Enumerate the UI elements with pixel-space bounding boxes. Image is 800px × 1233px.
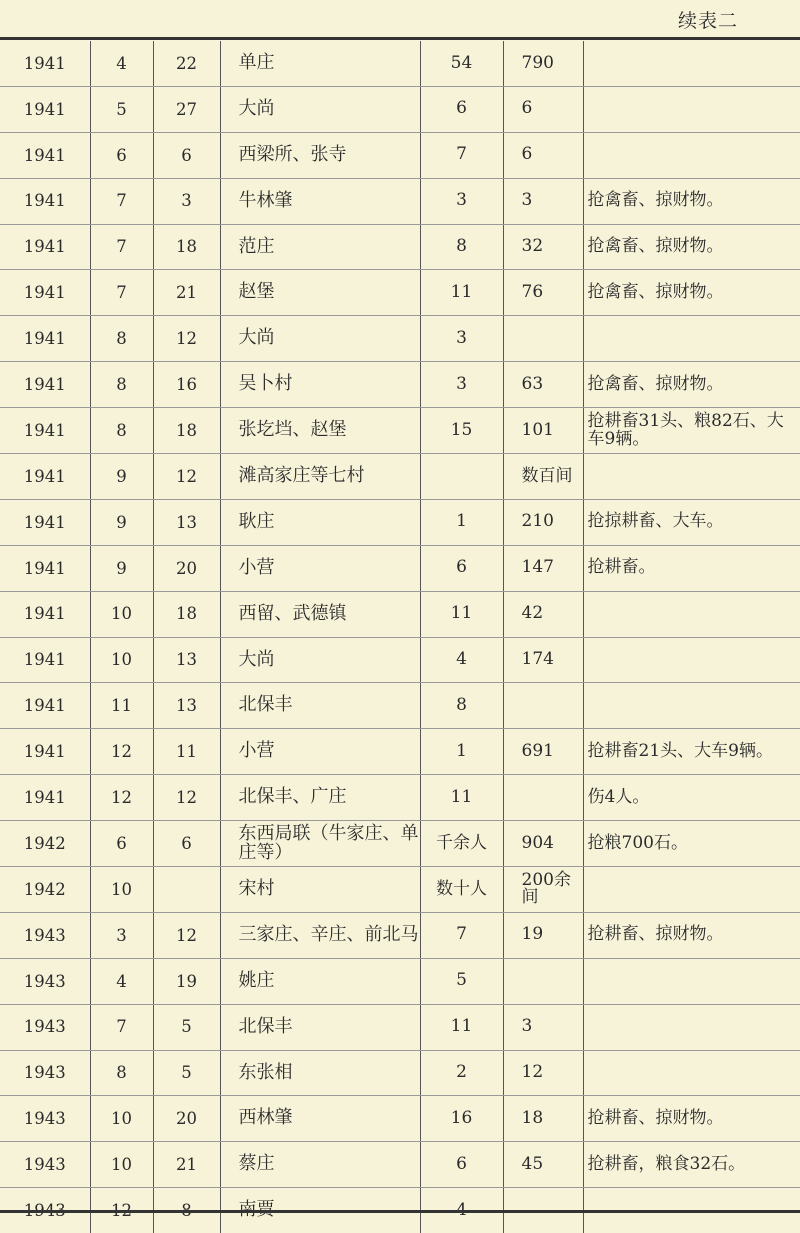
place-cell: 小营 bbox=[220, 729, 420, 775]
count-b-cell: 3 bbox=[503, 1004, 583, 1050]
place-cell: 大尚 bbox=[220, 316, 420, 362]
day-cell: 8 bbox=[153, 1188, 220, 1233]
year-cell: 1941 bbox=[0, 41, 90, 86]
table-row bbox=[0, 821, 800, 867]
note-cell: 抢掠耕畜、大车。 bbox=[583, 499, 800, 545]
place-cell: 赵堡 bbox=[220, 270, 420, 316]
day-cell bbox=[153, 867, 220, 913]
table-body bbox=[0, 41, 800, 1233]
year-cell: 1941 bbox=[0, 454, 90, 500]
year-cell: 1941 bbox=[0, 499, 90, 545]
count-b-cell: 147 bbox=[503, 545, 583, 591]
table-row bbox=[0, 362, 800, 408]
count-b-cell: 6 bbox=[503, 86, 583, 132]
count-b-cell: 101 bbox=[503, 408, 583, 454]
count-b-cell: 45 bbox=[503, 1142, 583, 1188]
note-cell bbox=[583, 683, 800, 729]
count-a-cell: 54 bbox=[420, 41, 503, 86]
note-cell bbox=[583, 1004, 800, 1050]
count-a-cell: 7 bbox=[420, 132, 503, 178]
count-b-cell: 42 bbox=[503, 591, 583, 637]
table-row bbox=[0, 683, 800, 729]
note-cell: 抢禽畜、掠财物。 bbox=[583, 178, 800, 224]
note-cell: 抢耕畜、掠财物。 bbox=[583, 1096, 800, 1142]
month-cell: 6 bbox=[90, 821, 153, 867]
note-cell: 抢耕畜21头、大车9辆。 bbox=[583, 729, 800, 775]
table-row bbox=[0, 1096, 800, 1142]
day-cell: 13 bbox=[153, 499, 220, 545]
table-row bbox=[0, 132, 800, 178]
day-cell: 11 bbox=[153, 729, 220, 775]
day-cell: 6 bbox=[153, 132, 220, 178]
count-a-cell: 数十人 bbox=[420, 867, 503, 913]
count-a-cell: 6 bbox=[420, 545, 503, 591]
month-cell: 3 bbox=[90, 912, 153, 958]
count-b-cell bbox=[503, 683, 583, 729]
note-cell: 抢耕畜。 bbox=[583, 545, 800, 591]
day-cell: 5 bbox=[153, 1050, 220, 1096]
count-b-cell: 19 bbox=[503, 912, 583, 958]
note-cell bbox=[583, 637, 800, 683]
place-cell: 北保丰 bbox=[220, 683, 420, 729]
count-b-cell: 691 bbox=[503, 729, 583, 775]
day-cell: 19 bbox=[153, 958, 220, 1004]
year-cell: 1942 bbox=[0, 821, 90, 867]
place-cell: 姚庄 bbox=[220, 958, 420, 1004]
top-rule bbox=[0, 37, 800, 40]
year-cell: 1943 bbox=[0, 1050, 90, 1096]
day-cell: 18 bbox=[153, 224, 220, 270]
count-b-cell: 63 bbox=[503, 362, 583, 408]
place-cell: 西留、武德镇 bbox=[220, 591, 420, 637]
month-cell: 8 bbox=[90, 362, 153, 408]
note-cell bbox=[583, 1050, 800, 1096]
count-a-cell: 5 bbox=[420, 958, 503, 1004]
count-b-cell: 200余间 bbox=[503, 867, 583, 913]
count-a-cell: 7 bbox=[420, 912, 503, 958]
table-row bbox=[0, 270, 800, 316]
month-cell: 7 bbox=[90, 224, 153, 270]
month-cell: 12 bbox=[90, 1188, 153, 1233]
year-cell: 1941 bbox=[0, 86, 90, 132]
year-cell: 1941 bbox=[0, 270, 90, 316]
note-cell: 抢禽畜、掠财物。 bbox=[583, 224, 800, 270]
count-a-cell: 11 bbox=[420, 591, 503, 637]
note-cell bbox=[583, 591, 800, 637]
day-cell: 22 bbox=[153, 41, 220, 86]
count-b-cell: 18 bbox=[503, 1096, 583, 1142]
table-row bbox=[0, 729, 800, 775]
year-cell: 1943 bbox=[0, 912, 90, 958]
year-cell: 1941 bbox=[0, 637, 90, 683]
year-cell: 1941 bbox=[0, 178, 90, 224]
month-cell: 7 bbox=[90, 178, 153, 224]
note-cell: 伤4人。 bbox=[583, 775, 800, 821]
month-cell: 11 bbox=[90, 683, 153, 729]
count-a-cell: 11 bbox=[420, 270, 503, 316]
year-cell: 1943 bbox=[0, 958, 90, 1004]
count-a-cell: 3 bbox=[420, 178, 503, 224]
records-table bbox=[0, 41, 800, 1233]
note-cell: 抢禽畜、掠财物。 bbox=[583, 362, 800, 408]
day-cell: 12 bbox=[153, 454, 220, 500]
table-row bbox=[0, 224, 800, 270]
place-cell: 南贾 bbox=[220, 1188, 420, 1233]
note-cell: 抢耕畜，粮食32石。 bbox=[583, 1142, 800, 1188]
month-cell: 4 bbox=[90, 41, 153, 86]
table-row bbox=[0, 775, 800, 821]
place-cell: 张圪垱、赵堡 bbox=[220, 408, 420, 454]
note-cell bbox=[583, 86, 800, 132]
table-caption: 续表二 bbox=[677, 10, 738, 32]
count-b-cell bbox=[503, 958, 583, 1004]
year-cell: 1941 bbox=[0, 545, 90, 591]
place-cell: 大尚 bbox=[220, 86, 420, 132]
year-cell: 1941 bbox=[0, 775, 90, 821]
table-row bbox=[0, 958, 800, 1004]
table-row bbox=[0, 867, 800, 913]
note-cell: 抢禽畜、掠财物。 bbox=[583, 270, 800, 316]
day-cell: 21 bbox=[153, 1142, 220, 1188]
month-cell: 10 bbox=[90, 1142, 153, 1188]
place-cell: 宋村 bbox=[220, 867, 420, 913]
count-a-cell: 11 bbox=[420, 775, 503, 821]
table-row bbox=[0, 1142, 800, 1188]
place-cell: 范庄 bbox=[220, 224, 420, 270]
bottom-rule bbox=[0, 1210, 800, 1213]
table-row bbox=[0, 178, 800, 224]
place-cell: 牛林肇 bbox=[220, 178, 420, 224]
note-cell bbox=[583, 132, 800, 178]
day-cell: 16 bbox=[153, 362, 220, 408]
count-b-cell bbox=[503, 316, 583, 362]
year-cell: 1941 bbox=[0, 132, 90, 178]
table-row bbox=[0, 1004, 800, 1050]
place-cell: 耿庄 bbox=[220, 499, 420, 545]
year-cell: 1941 bbox=[0, 683, 90, 729]
month-cell: 8 bbox=[90, 408, 153, 454]
day-cell: 6 bbox=[153, 821, 220, 867]
year-cell: 1941 bbox=[0, 408, 90, 454]
month-cell: 10 bbox=[90, 637, 153, 683]
year-cell: 1941 bbox=[0, 362, 90, 408]
year-cell: 1941 bbox=[0, 591, 90, 637]
count-b-cell: 12 bbox=[503, 1050, 583, 1096]
month-cell: 10 bbox=[90, 591, 153, 637]
table-row bbox=[0, 912, 800, 958]
count-b-cell: 数百间 bbox=[503, 454, 583, 500]
table-row bbox=[0, 41, 800, 86]
table-row bbox=[0, 637, 800, 683]
count-a-cell: 16 bbox=[420, 1096, 503, 1142]
day-cell: 3 bbox=[153, 178, 220, 224]
day-cell: 18 bbox=[153, 408, 220, 454]
day-cell: 27 bbox=[153, 86, 220, 132]
month-cell: 6 bbox=[90, 132, 153, 178]
day-cell: 13 bbox=[153, 637, 220, 683]
table-row bbox=[0, 86, 800, 132]
count-a-cell: 1 bbox=[420, 499, 503, 545]
count-b-cell: 904 bbox=[503, 821, 583, 867]
count-a-cell: 4 bbox=[420, 1188, 503, 1233]
year-cell: 1943 bbox=[0, 1142, 90, 1188]
count-b-cell: 210 bbox=[503, 499, 583, 545]
day-cell: 12 bbox=[153, 316, 220, 362]
count-a-cell: 8 bbox=[420, 683, 503, 729]
note-cell bbox=[583, 958, 800, 1004]
year-cell: 1941 bbox=[0, 224, 90, 270]
month-cell: 12 bbox=[90, 775, 153, 821]
count-a-cell: 11 bbox=[420, 1004, 503, 1050]
month-cell: 5 bbox=[90, 86, 153, 132]
month-cell: 8 bbox=[90, 1050, 153, 1096]
month-cell: 10 bbox=[90, 867, 153, 913]
place-cell: 三家庄、辛庄、前北马 bbox=[220, 912, 420, 958]
count-a-cell: 8 bbox=[420, 224, 503, 270]
year-cell: 1943 bbox=[0, 1004, 90, 1050]
month-cell: 12 bbox=[90, 729, 153, 775]
count-b-cell: 6 bbox=[503, 132, 583, 178]
year-cell: 1941 bbox=[0, 316, 90, 362]
day-cell: 18 bbox=[153, 591, 220, 637]
day-cell: 5 bbox=[153, 1004, 220, 1050]
place-cell: 东张相 bbox=[220, 1050, 420, 1096]
count-a-cell: 15 bbox=[420, 408, 503, 454]
month-cell: 4 bbox=[90, 958, 153, 1004]
table-row bbox=[0, 316, 800, 362]
day-cell: 12 bbox=[153, 912, 220, 958]
count-a-cell: 3 bbox=[420, 316, 503, 362]
note-cell: 抢耕畜、掠财物。 bbox=[583, 912, 800, 958]
count-b-cell: 174 bbox=[503, 637, 583, 683]
note-cell: 抢耕畜31头、粮82石、大车9辆。 bbox=[583, 408, 800, 454]
day-cell: 20 bbox=[153, 1096, 220, 1142]
month-cell: 7 bbox=[90, 1004, 153, 1050]
count-a-cell: 6 bbox=[420, 1142, 503, 1188]
note-cell bbox=[583, 316, 800, 362]
count-a-cell: 千余人 bbox=[420, 821, 503, 867]
year-cell: 1941 bbox=[0, 729, 90, 775]
table-row bbox=[0, 408, 800, 454]
month-cell: 9 bbox=[90, 545, 153, 591]
note-cell bbox=[583, 454, 800, 500]
day-cell: 20 bbox=[153, 545, 220, 591]
table-row bbox=[0, 591, 800, 637]
year-cell: 1943 bbox=[0, 1096, 90, 1142]
count-a-cell: 1 bbox=[420, 729, 503, 775]
note-cell bbox=[583, 41, 800, 86]
place-cell: 东西局联（牛家庄、单庄等） bbox=[220, 821, 420, 867]
place-cell: 单庄 bbox=[220, 41, 420, 86]
day-cell: 13 bbox=[153, 683, 220, 729]
day-cell: 12 bbox=[153, 775, 220, 821]
place-cell: 北保丰、广庄 bbox=[220, 775, 420, 821]
count-b-cell: 3 bbox=[503, 178, 583, 224]
note-cell: 抢粮700石。 bbox=[583, 821, 800, 867]
count-a-cell bbox=[420, 454, 503, 500]
count-a-cell: 3 bbox=[420, 362, 503, 408]
place-cell: 北保丰 bbox=[220, 1004, 420, 1050]
day-cell: 21 bbox=[153, 270, 220, 316]
table-row bbox=[0, 499, 800, 545]
count-a-cell: 4 bbox=[420, 637, 503, 683]
place-cell: 西梁所、张寺 bbox=[220, 132, 420, 178]
year-cell: 1942 bbox=[0, 867, 90, 913]
place-cell: 蔡庄 bbox=[220, 1142, 420, 1188]
count-b-cell: 32 bbox=[503, 224, 583, 270]
place-cell: 大尚 bbox=[220, 637, 420, 683]
place-cell: 吴卜村 bbox=[220, 362, 420, 408]
place-cell: 西林肇 bbox=[220, 1096, 420, 1142]
count-b-cell: 76 bbox=[503, 270, 583, 316]
month-cell: 9 bbox=[90, 454, 153, 500]
count-b-cell: 790 bbox=[503, 41, 583, 86]
month-cell: 9 bbox=[90, 499, 153, 545]
count-a-cell: 2 bbox=[420, 1050, 503, 1096]
table-row bbox=[0, 454, 800, 500]
table-row bbox=[0, 1050, 800, 1096]
table-row bbox=[0, 545, 800, 591]
place-cell: 滩高家庄等七村 bbox=[220, 454, 420, 500]
month-cell: 7 bbox=[90, 270, 153, 316]
year-cell: 1943 bbox=[23, 1201, 66, 1221]
count-b-cell bbox=[503, 775, 583, 821]
month-cell: 8 bbox=[90, 316, 153, 362]
month-cell: 10 bbox=[90, 1096, 153, 1142]
place-cell: 小营 bbox=[220, 545, 420, 591]
count-a-cell: 6 bbox=[420, 86, 503, 132]
note-cell bbox=[583, 867, 800, 913]
